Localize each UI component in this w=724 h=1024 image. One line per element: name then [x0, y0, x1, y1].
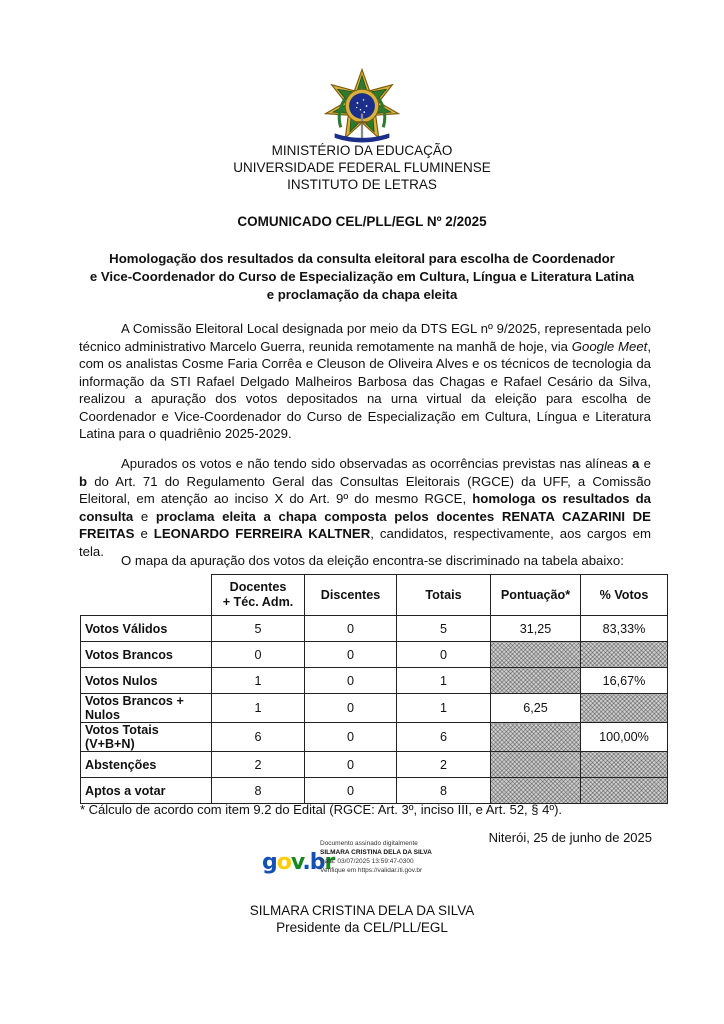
cell-pontuacao-shaded	[491, 642, 581, 668]
cell-totais: 1	[397, 694, 491, 723]
paragraph-apuracao	[79, 320, 651, 443]
table-row	[81, 778, 668, 804]
signer-block	[0, 902, 724, 936]
subject-line: e proclamação da chapa eleita	[266, 287, 458, 302]
university-line: UNIVERSIDADE FEDERAL FLUMINENSE	[233, 160, 491, 175]
header-docentes	[212, 575, 305, 616]
govbr-logo: gov.br	[262, 850, 335, 875]
cell-pontuacao-shaded	[491, 752, 581, 778]
cell-docentes: 1	[212, 694, 305, 723]
cell-docentes: 5	[212, 616, 305, 642]
row-label: Votos Nulos	[81, 668, 212, 694]
row-label: Aptos a votar	[81, 778, 212, 804]
cell-pontuacao: 31,25	[491, 616, 581, 642]
row-label: Votos Brancos + Nulos	[81, 694, 212, 723]
bold-text: a	[632, 456, 640, 471]
cell-pct: 83,33%	[581, 616, 668, 642]
cell-pontuacao-shaded	[491, 778, 581, 804]
cell-totais: 2	[397, 752, 491, 778]
cell-pct-shaded	[581, 694, 668, 723]
paragraph-text: , com os analistas Cosme Faria Corrêa e Cleuson de Oliveira Alves e os técnicos de tecnologia da informação da STI Rafael Delgado Malheiros Barbosa das Chagas e Rafael Cesário da Silva, realizou a apuração dos votos depositados na urna virtual da eleição para escolha de Coordenador e Vice-Coordenador do Curso de Especialização em Cultura, Língua e Literatura Latina para o quadriênio 2025-2029.	[79, 338, 651, 441]
ministry-line: MINISTÉRIO DA EDUCAÇÃO	[271, 143, 453, 158]
cell-pct: 100,00%	[581, 723, 668, 752]
table-row	[81, 694, 668, 723]
row-label: Abstenções	[81, 752, 212, 778]
cell-discentes: 0	[305, 668, 397, 694]
cell-discentes: 0	[305, 723, 397, 752]
signature-name: SILMARA CRISTINA DELA DA SILVA	[320, 849, 432, 856]
institute-line: INSTITUTO DE LETRAS	[287, 177, 437, 192]
paragraph-text: Apurados os votos e não tendo sido observadas as ocorrências previstas nas alíneas	[121, 456, 633, 471]
document-title: COMUNICADO CEL/PLL/EGL Nº 2/2025	[237, 214, 487, 229]
cell-docentes: 8	[212, 778, 305, 804]
cell-discentes: 0	[305, 694, 397, 723]
cell-totais: 5	[397, 616, 491, 642]
cell-docentes: 1	[212, 668, 305, 694]
row-label: Votos Totais (V+B+N)	[81, 723, 212, 752]
table-row	[81, 723, 668, 752]
cell-discentes: 0	[305, 642, 397, 668]
paragraph-table-intro: O mapa da apuração dos votos da eleição encontra-se discriminado na tabela abaixo:	[121, 553, 624, 568]
paragraph-text: A Comissão Eleitoral Local designada por meio da DTS EGL nº 9/2025, representada pelo técnico administrativo Marcelo Guerra, reunida remotamente na manhã de hoje, via	[79, 321, 651, 354]
cell-pct-shaded	[581, 642, 668, 668]
paragraph-text: , candidatos, respectivamente, aos cargos em tela.	[79, 526, 651, 559]
paragraph-text: e	[639, 456, 651, 471]
header-docentes-line1: Docentes	[229, 580, 287, 594]
cell-totais: 0	[397, 642, 491, 668]
header-pontuacao: Pontuação*	[491, 575, 581, 616]
paragraph-text: e	[134, 526, 154, 541]
table-header-row	[81, 575, 668, 616]
paragraph-homologacao	[79, 455, 651, 560]
cell-totais: 8	[397, 778, 491, 804]
bold-text: LEONARDO FERREIRA KALTNER	[153, 526, 371, 541]
paragraph-text: do Art. 71 do Regulamento Geral das Consultas Eleitorais (RGCE) da UFF, a Comissão Eleitoral, em atenção ao inciso X do Art. 9º do mesmo RGCE,	[79, 473, 651, 506]
signature-label: Documento assinado digitalmente	[320, 840, 418, 847]
table-row	[81, 752, 668, 778]
cell-discentes: 0	[305, 778, 397, 804]
signer-role: Presidente da CEL/PLL/EGL	[276, 920, 448, 935]
table-row	[81, 668, 668, 694]
signature-details	[320, 839, 432, 875]
signer-name: SILMARA CRISTINA DELA DA SILVA	[249, 903, 475, 918]
cell-pct-shaded	[581, 778, 668, 804]
header-docentes-line2: + Téc. Adm.	[222, 595, 294, 609]
signature-date: Data: 03/07/2025 13:59:47-0300	[320, 858, 414, 865]
cell-docentes: 0	[212, 642, 305, 668]
signature-verify: Verifique em https://validar.iti.gov.br	[320, 867, 423, 874]
table-row	[81, 642, 668, 668]
cell-discentes: 0	[305, 752, 397, 778]
footnote: * Cálculo de acordo com item 9.2 do Edital (RGCE: Art. 3º, inciso III, e Art. 52, § 4º).	[80, 802, 563, 817]
cell-pct: 16,67%	[581, 668, 668, 694]
paragraph-text: e	[133, 508, 156, 524]
row-label: Votos Brancos	[81, 642, 212, 668]
results-table	[80, 574, 668, 804]
cell-docentes: 2	[212, 752, 305, 778]
subject-line: e Vice-Coordenador do Curso de Especialização em Cultura, Língua e Literatura Latina	[89, 269, 635, 284]
institution-header	[0, 142, 724, 193]
cell-pontuacao: 6,25	[491, 694, 581, 723]
subject-line: Homologação dos resultados da consulta eleitoral para escolha de Coordenador	[109, 251, 615, 266]
google-meet-text: Google Meet	[571, 338, 648, 354]
bold-text: homologa os resultados da consulta	[79, 491, 651, 524]
cell-docentes: 6	[212, 723, 305, 752]
bold-text: b	[79, 473, 88, 489]
cell-totais: 6	[397, 723, 491, 752]
header-blank	[81, 575, 212, 616]
dateline: Niterói, 25 de junho de 2025	[488, 830, 652, 845]
table-row	[81, 616, 668, 642]
cell-pontuacao-shaded	[491, 668, 581, 694]
cell-pontuacao-shaded	[491, 723, 581, 752]
cell-totais: 1	[397, 668, 491, 694]
bold-text: proclama eleita a chapa composta pelos docentes RENATA CAZARINI DE FREITAS	[79, 508, 651, 541]
header-totais: Totais	[397, 575, 491, 616]
brazil-coat-of-arms-icon	[324, 68, 400, 144]
cell-discentes: 0	[305, 616, 397, 642]
document-subject	[60, 250, 664, 304]
digital-signature-stamp	[262, 838, 462, 886]
cell-pct-shaded	[581, 752, 668, 778]
header-votos-pct: % Votos	[581, 575, 668, 616]
row-label: Votos Válidos	[81, 616, 212, 642]
header-discentes: Discentes	[305, 575, 397, 616]
